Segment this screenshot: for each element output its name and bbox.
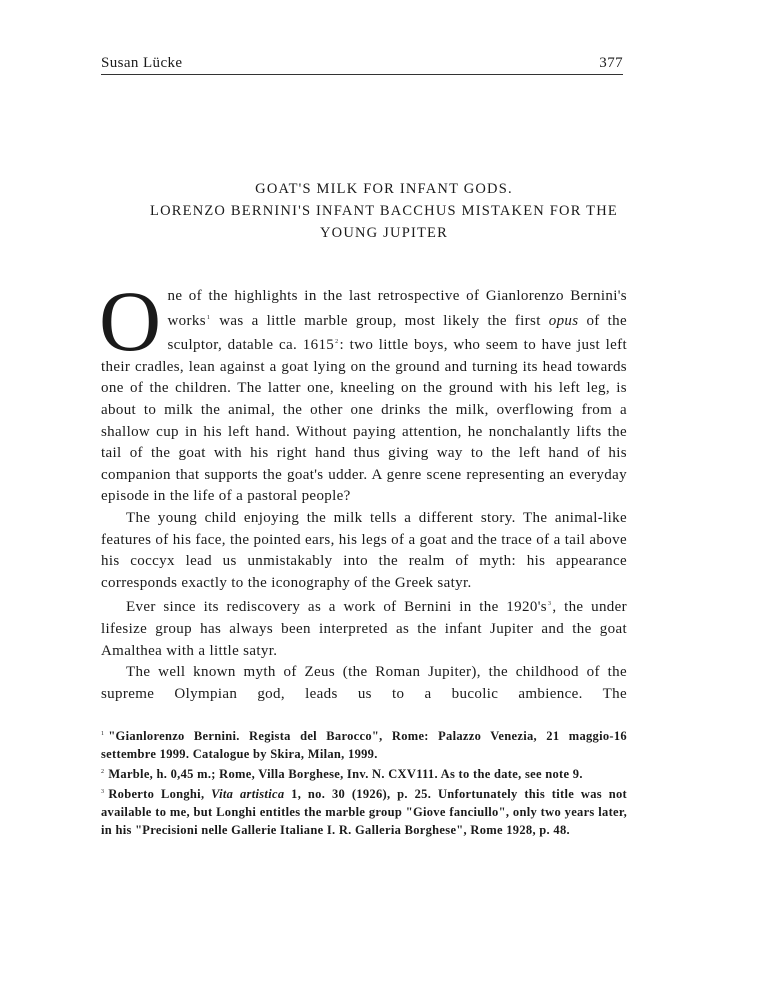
footnote-3: $^3$ Roberto Longhi, Vita artistica 1, no. 30 (1926), p. 25. Unfortunately this title was not available to me, but Longhi entitles the marble group "Giove fanciullo", only two years later, in his "Precisioni nelle Gallerie Italiane I. R. Galleria Borghese", Rome 1928, p. 48. [101, 787, 627, 837]
article-body [99, 273, 628, 705]
paragraph-1: One of the highlights in the last retrospective of Gianlorenzo Bernini's works$^1$ was a little marble group, most likely the first opus of the sculptor, datable ca. 1615$^2$: two little boys, who seem to have just left their cradles, lean against a goat lying on the ground and turning its head towards one of the children. The latter one, kneeling on the ground with his left leg, is about to milk the animal, the other one drinks the milk, overflowing from a shallow cup in his left hand. Without paying attention, he nonchalantly lifts the tail of the goat with his right hand thus giving way to the left hand of his companion that supports the goat's udder. A genre scene representing an everyday episode in the life of a pastoral people? [99, 273, 628, 505]
paragraph-3: Ever since its rediscovery as a work of Bernini in the 1920's$^3$, the under lifesize group has always been interpreted as the infant Jupiter and the goat Amalthea with a little satyr. [101, 599, 627, 659]
footnote-2: $^2$ Marble, h. 0,45 m.; Rome, Villa Borghese, Inv. N. CXV111. As to the date, see note 9. [101, 767, 583, 781]
drop-cap: O [99, 273, 162, 369]
paragraph-2: The young child enjoying the milk tells a different story. The animal-like features of his face, the pointed ears, his legs of a goat and the trace of a tail above his coccyx lead us unmistakably into the realm of myth: his appearance corresponds exactly to the iconography of the Greek satyr. [101, 509, 627, 591]
running-header [101, 55, 623, 75]
footnote-1: $^1$ "Gianlorenzo Bernini. Regista del Barocco", Rome: Palazzo Venezia, 21 maggio-16 settembre 1999. Catalogue by Skira, Milan, 1999. [101, 729, 627, 761]
article-title [80, 178, 688, 244]
footnote-ref-1: 1 [206, 314, 211, 321]
header-author: Susan Lücke [101, 55, 183, 71]
title-line-3: YOUNG JUPITER [320, 225, 448, 241]
paragraph-4: The well known myth of Zeus (the Roman Jupiter), the childhood of the supreme Olympian god, leads us to a bucolic ambience. The [101, 664, 627, 702]
footnote-ref-3: 3 [547, 601, 552, 608]
footnote-ref-2: 2 [335, 339, 339, 346]
title-line-2: LORENZO BERNINI'S INFANT BACCHUS MISTAKEN FOR THE [150, 203, 618, 219]
footnotes [101, 725, 627, 839]
title-line-1: GOAT'S MILK FOR INFANT GODS. [255, 181, 513, 197]
page-number: 377 [599, 55, 623, 71]
